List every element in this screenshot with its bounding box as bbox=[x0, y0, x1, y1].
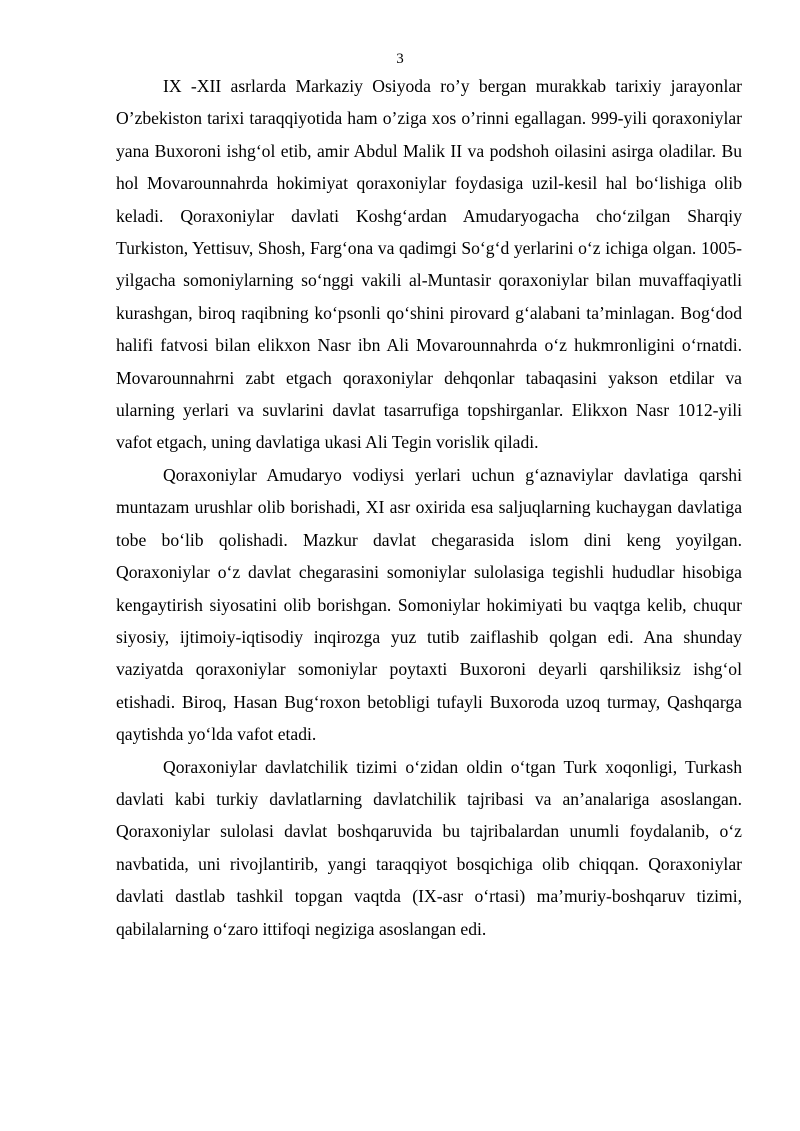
paragraph-2: Qoraxoniylar Amudaryo vodiysi yerlari uchun g‘aznaviylar davlatiga qarshi muntazam urushlar olib borishadi, XI asr oxirida esa saljuqlarning kuchaygan davlatiga tobe bo‘lib qolishadi. Mazkur davlat chegarasida islom dini keng yoyilgan. Qoraxoniylar o‘z davlat chegarasini somoniylar sulolasiga tegishli hududlar hisobiga kengaytirish siyosatini olib borishgan. Somoniylar hokimiyati bu vaqtga kelib, chuqur siyosiy, ijtimoiy-iqtisodiy inqirozga yuz tutib zaiflashib qolgan edi. Ana shunday vaziyatda qoraxoniylar somoniylar poytaxti Buxoroni deyarli qarshiliksiz ishg‘ol etishadi. Biroq, Hasan Bug‘roxon betobligi tufayli Buxoroda uzoq turmay, Qashqarga qaytishda yo‘lda vafot etadi. bbox=[116, 464, 742, 745]
body-text bbox=[116, 70, 742, 945]
page-number: 3 bbox=[396, 51, 404, 67]
paragraph-1: IX -XII asrlarda Markaziy Osiyoda ro’y bergan murakkab tarixiy jarayonlar O’zbekiston tarixi taraqqiyotida ham o’ziga xos o’rinni egallagan. 999-yili qoraxoniylar yana Buxoroni ishg‘ol etib, amir Abdul Malik II va podshoh oilasini asirga oladilar. Bu hol Movarounnahrda hokimiyat qoraxoniylar foydasiga uzil-kesil hal bo‘lishiga olib keladi. Qoraxoniylar davlati Koshg‘ardan Amudaryogacha cho‘zilgan Sharqiy Turkiston, Yettisuv, Shosh, Farg‘ona va qadimgi So‘g‘d yerlarini o‘z ichiga olgan. 1005-yilgacha somoniylarning so‘nggi vakili al-Muntasir qoraxoniylar bilan muvaffaqiyatli kurashgan, biroq raqibning ko‘psonli qo‘shini pirovard g‘alabani ta’minlagan. Bog‘dod halifi fatvosi bilan elikxon Nasr ibn Ali Movarounnahrda o‘z hukmronligini o‘rnatdi. Movarounnahrni zabt etgach qoraxoniylar dehqonlar tabaqasini yakson etdilar va ularning yerlari va suvlarini davlat tasarrufiga topshirganlar. Elikxon Nasr 1012-yili vafot etgach, uning davlatiga ukasi Ali Tegin vorislik qiladi. bbox=[116, 76, 742, 453]
paragraph-3: Qoraxoniylar davlatchilik tizimi o‘zidan oldin o‘tgan Turk xoqonligi, Turkash davlati kabi turkiy davlatlarning davlatchilik tajribasi va an’analariga asoslangan. Qoraxoniylar sulolasi davlat boshqaruvida bu tajribalardan unumli foydalanib, o‘z navbatida, uni rivojlantirib, yangi taraqqiyot bosqichiga olib chiqqan. Qoraxoniylar davlati dastlab tashkil topgan vaqtda (IX-asr o‘rtasi) ma’muriy-boshqaruv tizimi, qabilalarning o‘zaro ittifoqi negiziga asoslangan edi. bbox=[116, 756, 742, 939]
